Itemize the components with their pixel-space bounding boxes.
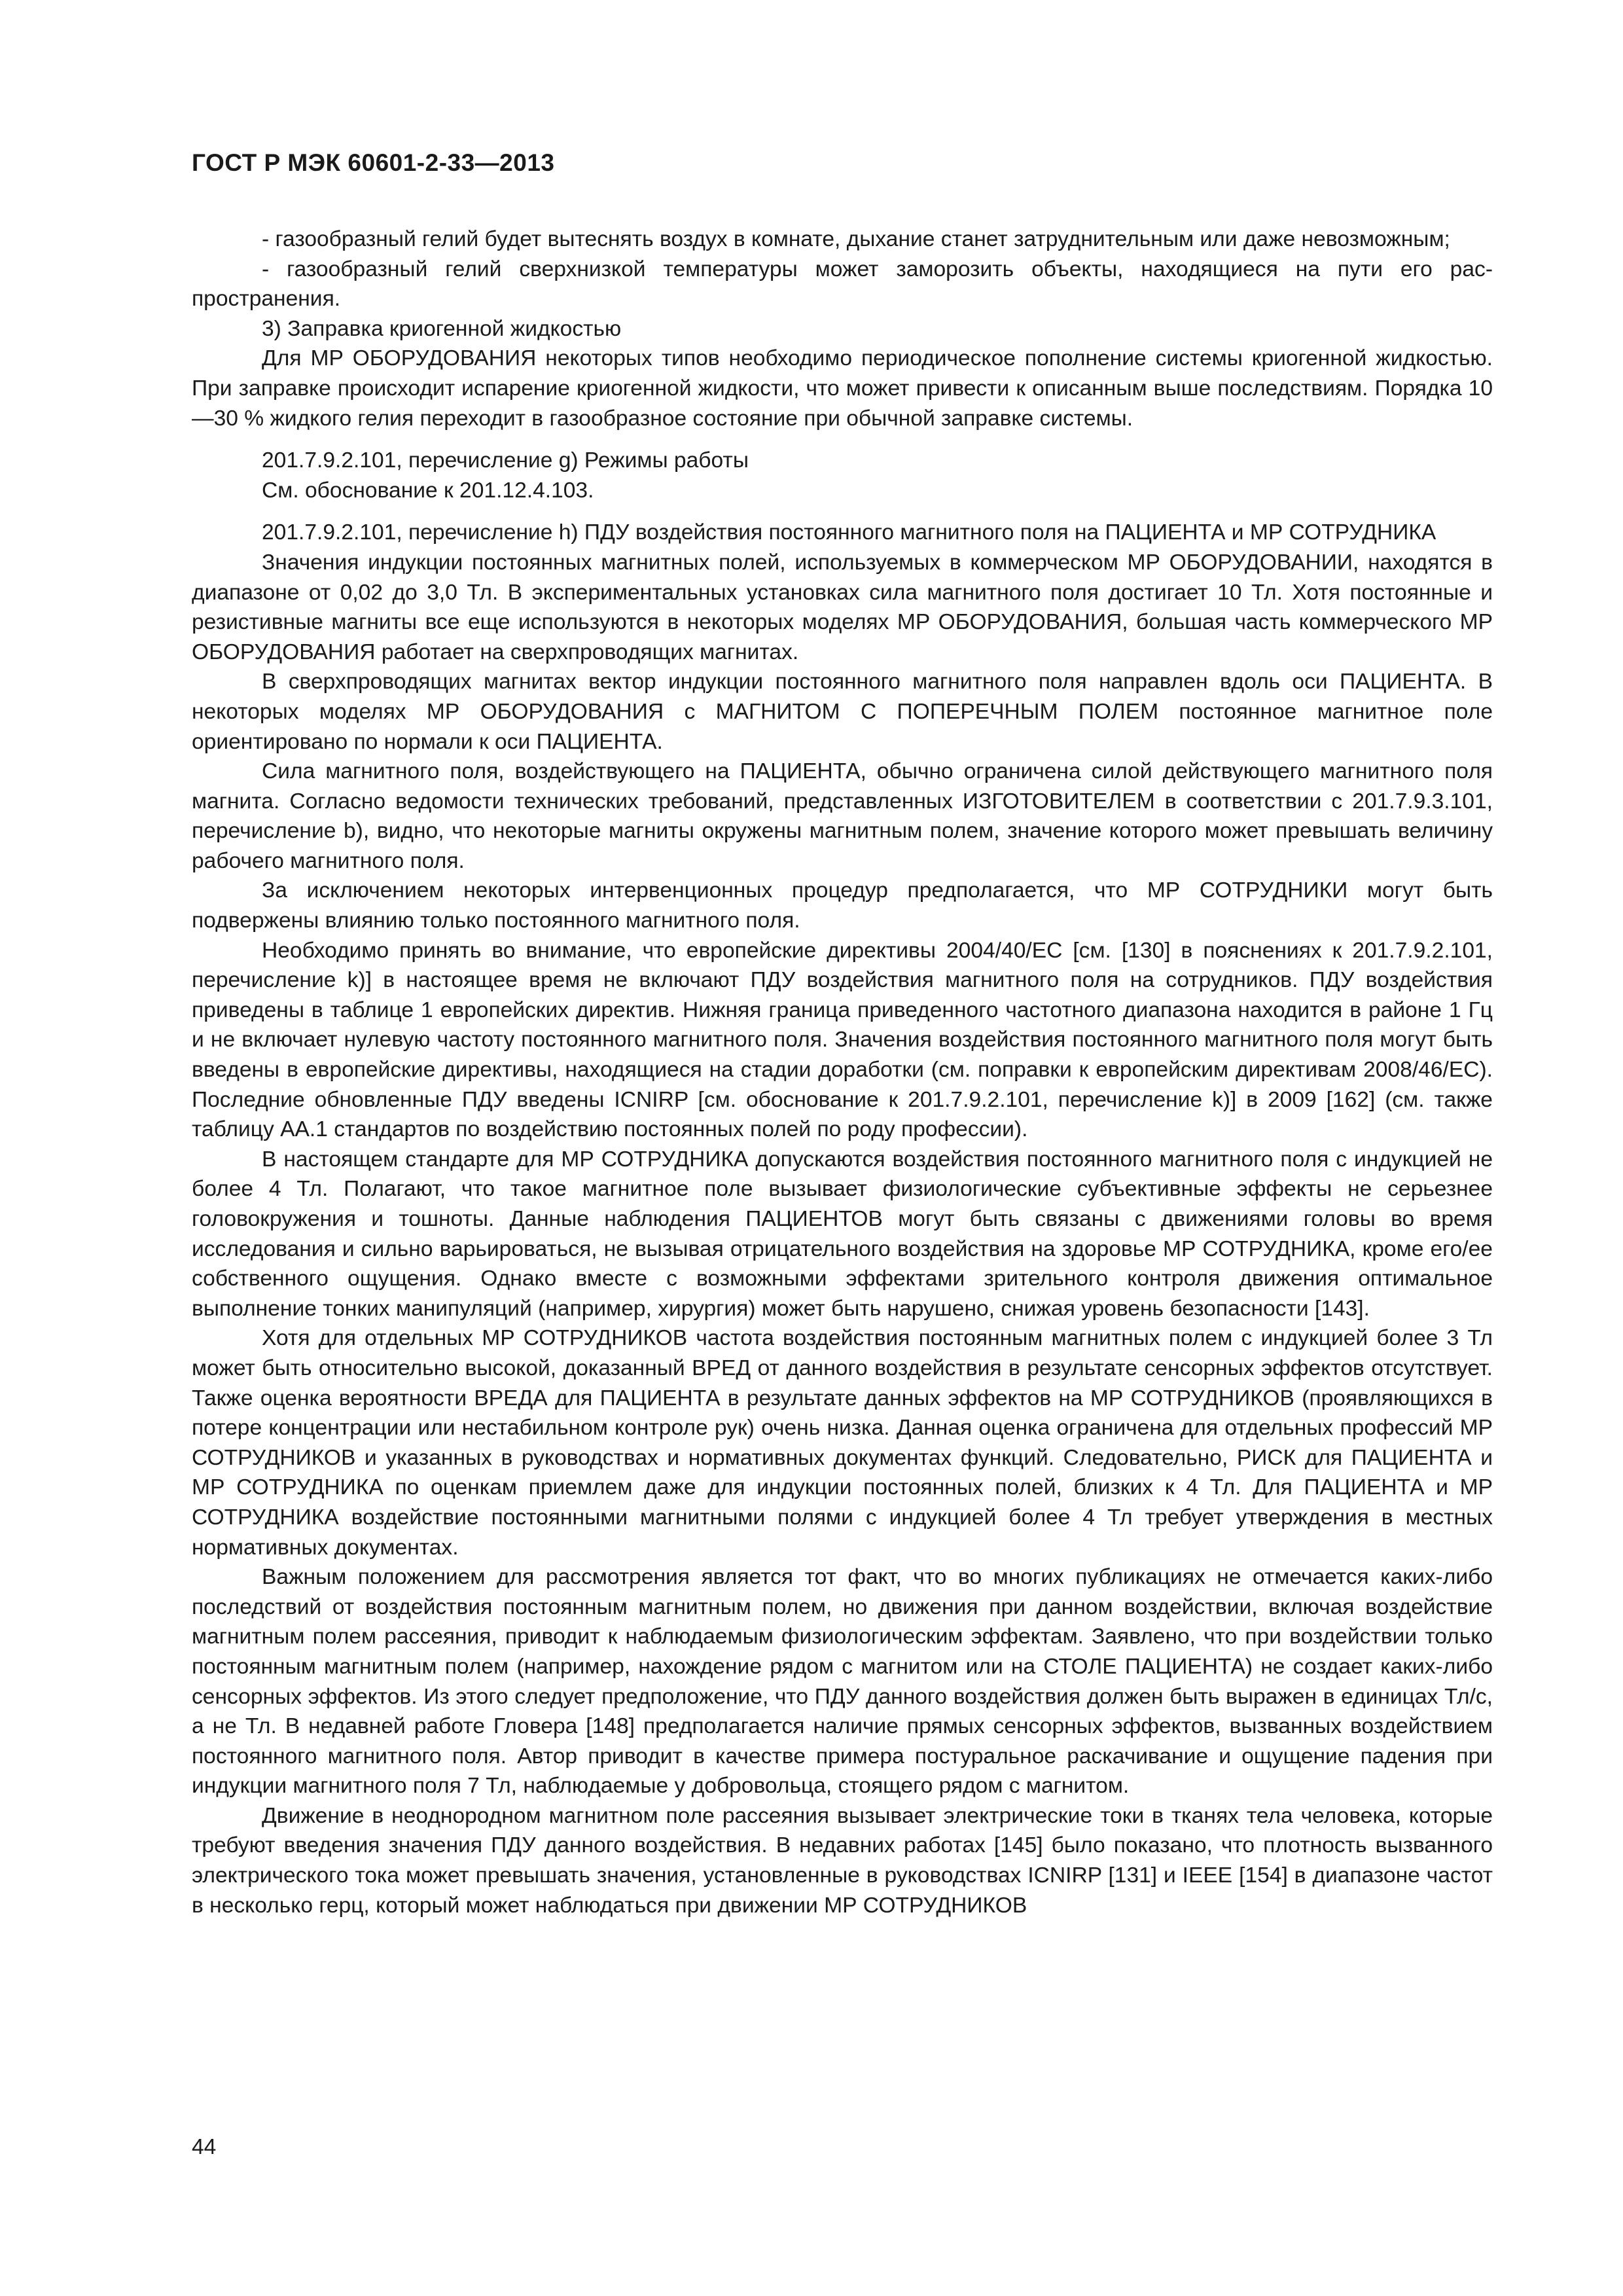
- paragraph: Хотя для отдельных МР СОТРУДНИКОВ частота воздействия постоянным магнитных полем с индукцией более 3 Тл может быть относительно высокой, доказанный ВРЕД от данного воздействия в результате сенсорных эффектов отсутствует. Также оценка вероятности ВРЕДА для ПАЦИЕНТА в результате данных эффектов на МР СОТРУДНИКОВ (проявляющихся в потере концентрации или нестабильном контроле рук) очень низка. Данная оценка ограничена для отдельных профессий МР СОТРУДНИКОВ и указанных в руководствах и нормативных документах функций. Следовательно, РИСК для ПАЦИЕНТА и МР СОТРУДНИКА по оценкам приемлем даже для индукции постоянных полей, близких к 4 Тл. Для ПАЦИЕНТА и МР СОТРУДНИКА воздействие постоянными магнитными полями с индукцией более 4 Тл требует утверждения в местных нормативных документах.: [192, 1326, 1493, 1560]
- paragraph: Сила магнитного поля, воздействующего на ПАЦИЕНТА, обычно ограничена силой действующего магнитного поля магнита. Согласно ведомости технических требований, представленных ИЗГОТОВИТЕЛЕМ в соответствии с 201.7.9.3.101, перечисление b), видно, что некоторые магниты окружены магнитным полем, значение которого может превышать величину рабочего магнитного поля.: [192, 759, 1493, 873]
- paragraph: В настоящем стандарте для МР СОТРУДНИКА допускаются воздействия постоянного магнитного поля с индукцией не более 4 Тл. Полагают, что такое магнитное поле вызывает физиологические субъективные эффекты не серьезнее головокружения и тошноты. Данные наблюдения ПАЦИЕНТОВ могут быть связаны с движениями головы во время исследования и сильно варьироваться, не вызывая отрицательного воздействия на здоровье МР СОТРУДНИКА, кроме его/ее собственного ощущения. Однако вместе с возможными эффектами зрительного контроля движения оптимальное выполнение тонких манипуляций (например, хирургия) может быть нарушено, снижая уровень безопасности [143].: [192, 1147, 1493, 1321]
- paragraph: Необходимо принять во внимание, что европейские директивы 2004/40/ЕС [см. [130] в пояснениях к 201.7.9.2.101, перечисление k)] в настоящее время не включают ПДУ воздействия магнитного поля на сотрудников. ПДУ воздействия приведены в таблице 1 европейских директив. Нижняя граница приведенного частотного диапазона находится в районе 1 Гц и не включает нулевую частоту постоянного магнитного поля. Значения воздействия постоянного магнитного поля могут быть введены в европейские директивы, находящиеся на стадии доработки (см. поправки к европейским директивам 2008/46/ЕС). Последние обновленные ПДУ введены ICNIRP [см. обоснование к 201.7.9.2.101, перечисление k)] в 2009 [162] (см. также таблицу АА.1 стандартов по воздействию постоянных полей по роду профессии).: [192, 938, 1493, 1142]
- paragraph: За исключением некоторых интервенционных процедур предполагается, что МР СОТРУДНИКИ могут быть подвержены влиянию только постоянного магнитного поля.: [192, 878, 1493, 933]
- paragraph: Для МР ОБОРУДОВАНИЯ некоторых типов необходимо периодическое пополнение системы криогенной жидкостью. При заправке происходит испарение криогенной жидкости, что может привести к описанным выше последствиям. Порядка 10—30 % жидкого гелия переходит в газообразное состояние при обычной заправке системы.: [192, 346, 1493, 431]
- section-heading: 201.7.9.2.101, перечисление h) ПДУ воздействия постоянного магнитного поля на ПАЦИЕНТА и МР СОТРУДНИКА: [262, 520, 1436, 545]
- paragraph: Движение в неоднородном магнитном поле рассеяния вызывает электрические токи в тканях тела человека, которые требуют введения значения ПДУ данного воздействия. В недавних работах [145] было показано, что плотность вызванного электрического тока может превышать значения, установленные в руководствах ICNIRP [131] и IEEE [154] в диапазоне частот в несколько герц, который может наблюдаться при движении МР СОТРУДНИКОВ: [192, 1803, 1493, 1918]
- paragraph: - газообразный гелий будет вытеснять воздух в комнате, дыхание станет затруднительным или даже невозможным;: [262, 227, 1450, 251]
- paragraph: - газообразный гелий сверхнизкой температуры может заморозить объекты, находящиеся на пути его распространения.: [192, 257, 1493, 312]
- paragraph: В сверхпроводящих магнитах вектор индукции постоянного магнитного поля направлен вдоль оси ПАЦИЕНТА. В некоторых моделях МР ОБОРУДОВАНИЯ с МАГНИТОМ С ПОПЕРЕЧНЫМ ПОЛЕМ постоянное магнитное поле ориентировано по нормали к оси ПАЦИЕНТА.: [192, 670, 1493, 754]
- page-header: ГОСТ Р МЭК 60601-2-33—2013: [192, 149, 555, 176]
- paragraph: Значения индукции постоянных магнитных полей, используемых в коммерческом МР ОБОРУДОВАНИИ, находятся в диапазоне от 0,02 до 3,0 Тл. В экспериментальных установках сила магнитного поля достигает 10 Тл. Хотя постоянные и резистивные магниты все еще используются в некоторых моделях МР ОБОРУДОВАНИЯ, большая часть коммерческого МР ОБОРУДОВАНИЯ работает на сверхпроводящих магнитах.: [192, 550, 1493, 664]
- paragraph: Важным положением для рассмотрения является тот факт, что во многих публикациях не отмечается каких-либо последствий от воздействия постоянным магнитным полем, но движения при данном воздействии, включая воздействие магнитным полем рассеяния, приводит к наблюдаемым физиологическим эффектам. Заявлено, что при воздействии только постоянным магнитным полем (например, нахождение рядом с магнитом или на СТОЛЕ ПАЦИЕНТА) не создает каких-либо сенсорных эффектов. Из этого следует предположение, что ПДУ данного воздействия должен быть выражен в единицах Тл/с, а не Тл. В недавней работе Гловера [148] предполагается наличие прямых сенсорных эффектов, вызванных воздействием постоянного магнитного поля. Автор приводит в качестве примера постуральное раскачивание и ощущение падения при индукции магнитного поля 7 Тл, наблюдаемые у добровольца, стоящего рядом с магнитом.: [192, 1565, 1493, 1799]
- section-heading: 201.7.9.2.101, перечисление g) Режимы работы: [262, 448, 749, 473]
- section-heading: 3) Заправка криогенной жидкостью: [262, 316, 622, 341]
- page-number: 44: [192, 2135, 217, 2159]
- body-text: [192, 224, 1493, 1920]
- paragraph: См. обоснование к 201.12.4.103.: [262, 478, 594, 503]
